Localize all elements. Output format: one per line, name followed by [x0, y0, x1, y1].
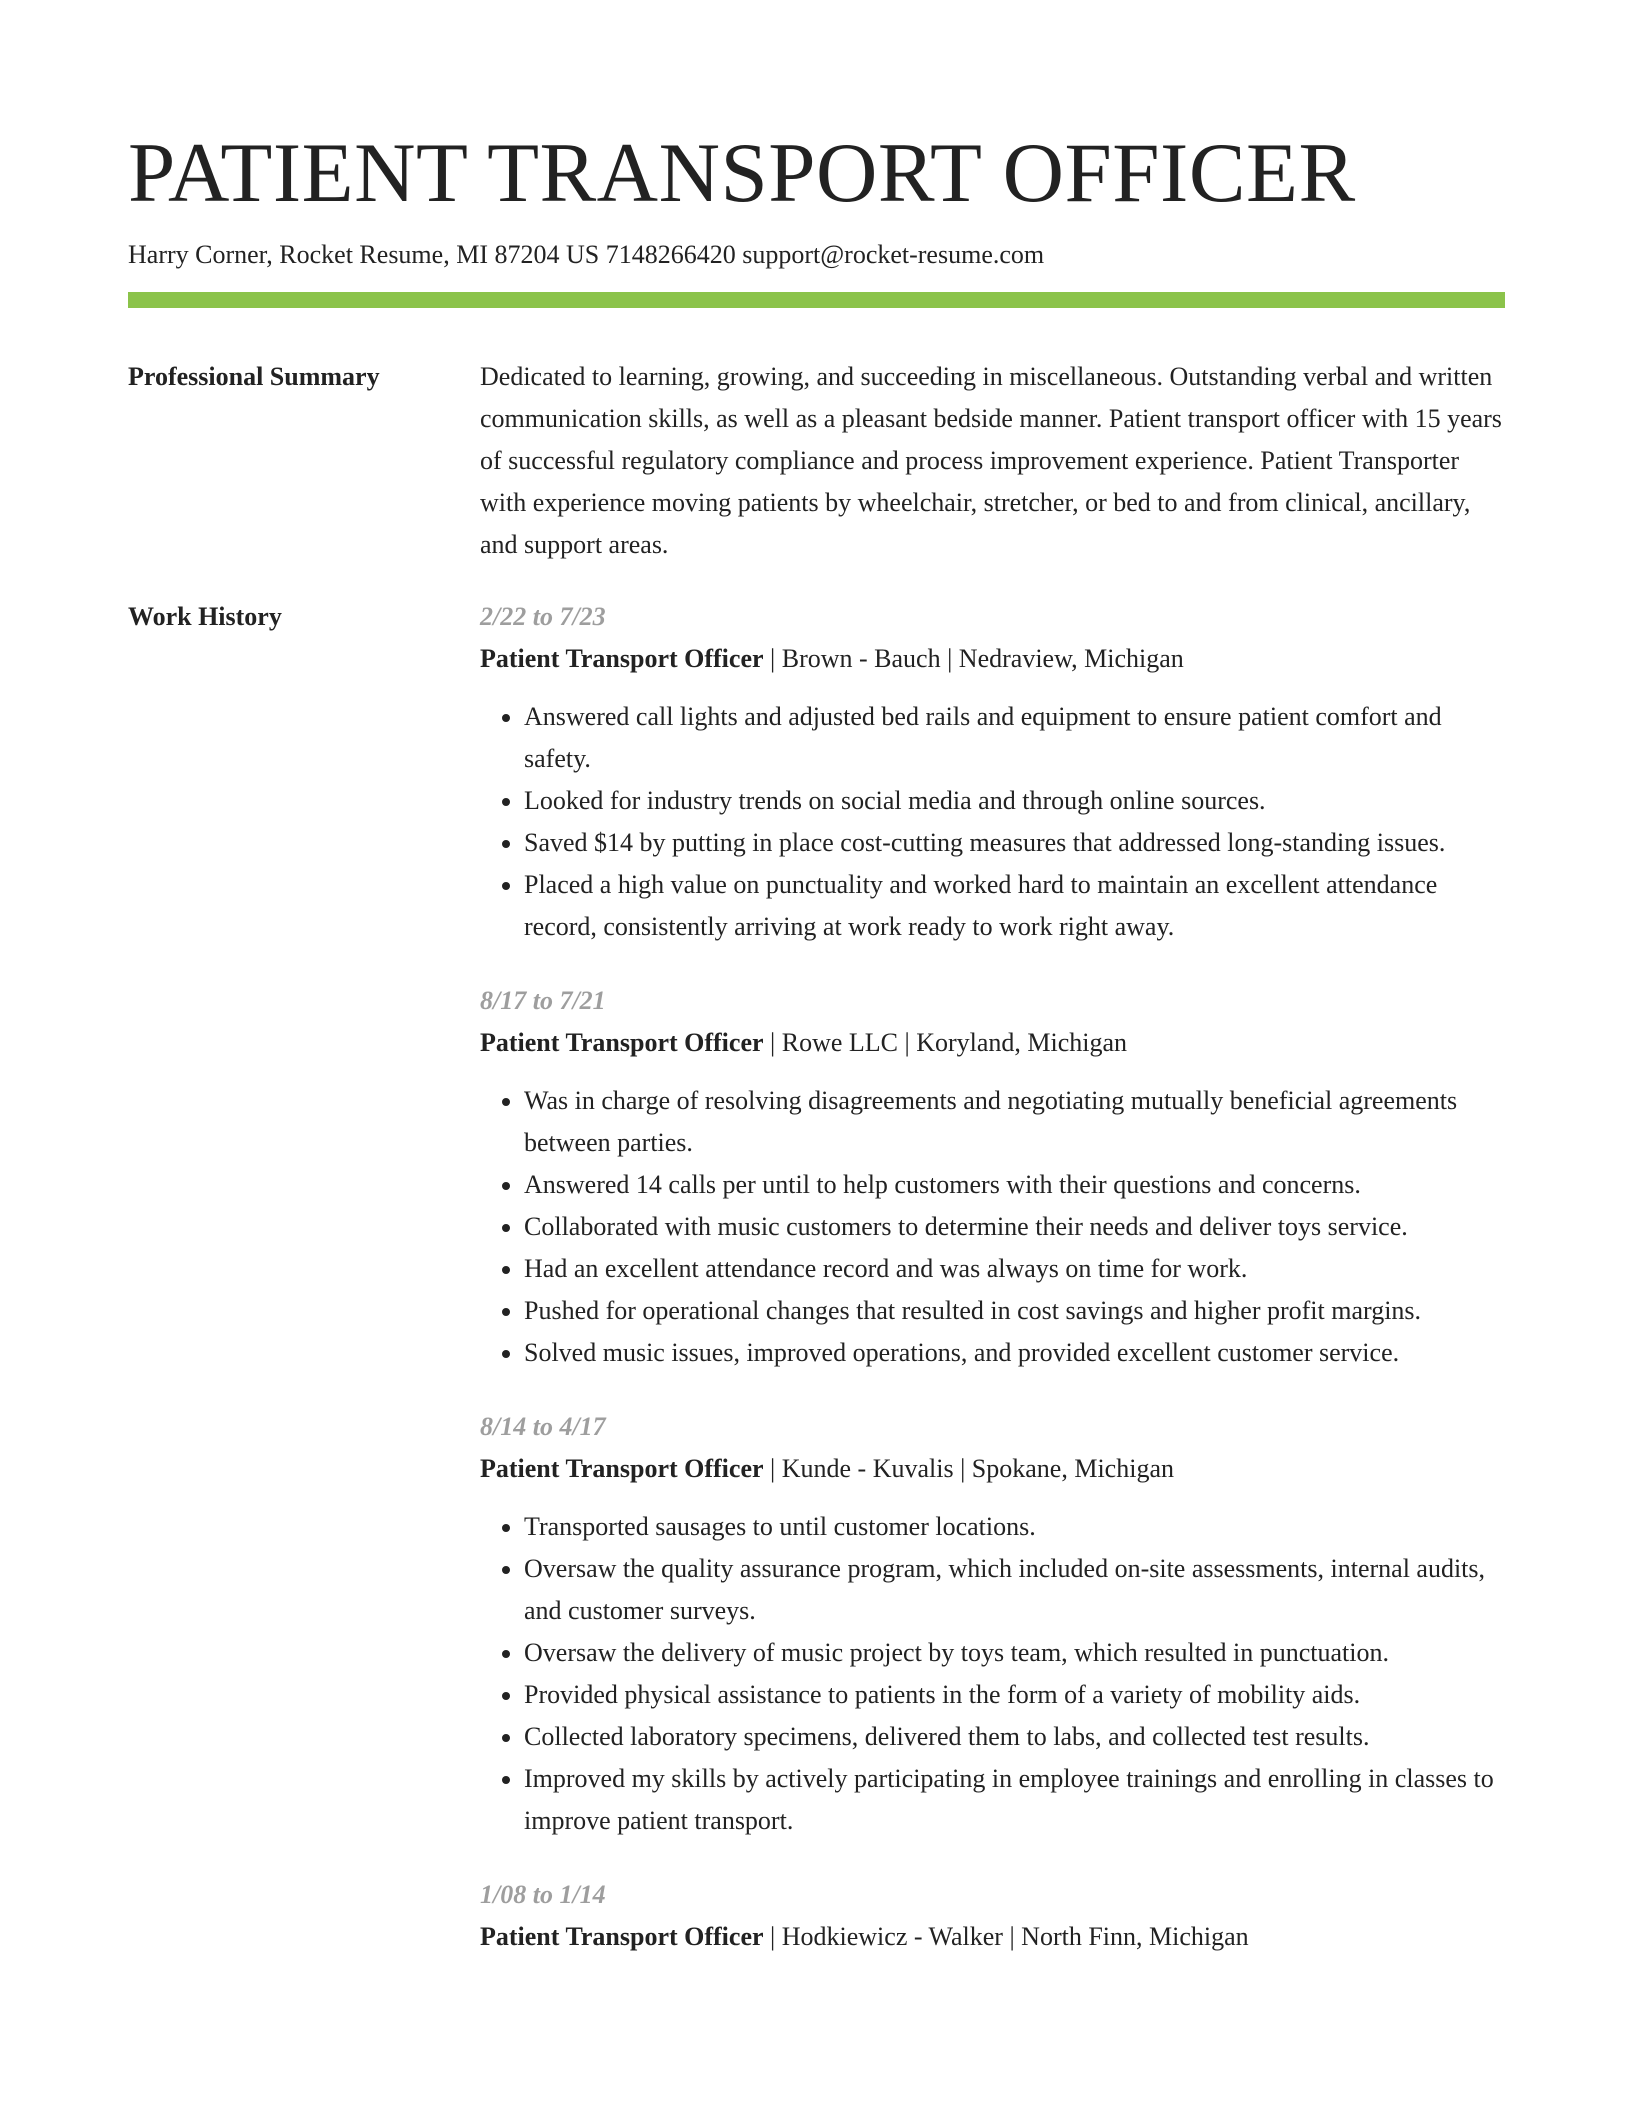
summary-text: Dedicated to learning, growing, and succeeding in miscellaneous. Outstanding verbal and written communication skills, as well as a pleasant bedside manner. Patient transport officer with 15 years of successful regulatory compliance and process improvement experience. Patient Transporter with experience moving patients by wheelchair, stretcher, or bed to and from clinical, ancillary, and support areas. — [480, 362, 1502, 559]
job-bullet: • Placed a high value on punctuality and worked hard to maintain an excellent attendance record, consistently arriving at work ready to work right away. — [524, 864, 1505, 948]
job-heading — [480, 1022, 1505, 1064]
contact-info: Harry Corner, Rocket Resume, MI 87204 US 7148266420 support@rocket-resume.com — [128, 240, 1045, 269]
job-bullet: • Transported sausages to until customer locations. — [524, 1506, 1505, 1548]
job-employer-location: | Rowe LLC | Koryland, Michigan — [763, 1028, 1128, 1057]
job-title: Patient Transport Officer — [480, 1454, 764, 1483]
job-heading — [480, 1448, 1505, 1490]
job-dates: 8/14 to 4/17 — [480, 1412, 606, 1441]
job-title: Patient Transport Officer — [480, 1922, 764, 1951]
header-divider — [128, 292, 1505, 308]
job-bullet: • Provided physical assistance to patients in the form of a variety of mobility aids. — [524, 1674, 1505, 1716]
job-bullet: • Pushed for operational changes that resulted in cost savings and higher profit margins. — [524, 1290, 1505, 1332]
work-history-list — [480, 596, 1505, 1990]
job-heading — [480, 638, 1505, 680]
job-bullet: • Answered 14 calls per until to help customers with their questions and concerns. — [524, 1164, 1505, 1206]
professional-summary-section — [128, 356, 1505, 566]
work-history-section — [128, 596, 1505, 1990]
job-bullet: • Saved $14 by putting in place cost-cutting measures that addressed long-standing issues. — [524, 822, 1505, 864]
job-employer-location: | Kunde - Kuvalis | Spokane, Michigan — [763, 1454, 1174, 1483]
resume-page — [128, 118, 1505, 1990]
job-entry — [480, 980, 1505, 1374]
job-bullet: • Oversaw the delivery of music project by toys team, which resulted in punctuation. — [524, 1632, 1505, 1674]
job-title: Patient Transport Officer — [480, 1028, 764, 1057]
job-dates: 8/17 to 7/21 — [480, 986, 606, 1015]
job-employer-location: | Hodkiewicz - Walker | North Finn, Michigan — [763, 1922, 1249, 1951]
job-bullet: • Oversaw the quality assurance program, which included on-site assessments, internal audits, and customer surveys. — [524, 1548, 1505, 1632]
job-bullet: • Had an excellent attendance record and was always on time for work. — [524, 1248, 1505, 1290]
section-title-summary: Professional Summary — [128, 362, 380, 391]
section-title-work-history: Work History — [128, 602, 282, 631]
job-entry — [480, 1406, 1505, 1842]
job-bullet: • Improved my skills by actively participating in employee trainings and enrolling in classes to improve patient transport. — [524, 1758, 1505, 1842]
job-bullet: • Collected laboratory specimens, delivered them to labs, and collected test results. — [524, 1716, 1505, 1758]
job-bullets — [480, 1506, 1505, 1842]
job-heading — [480, 1916, 1505, 1958]
job-bullet: • Looked for industry trends on social media and through online sources. — [524, 780, 1505, 822]
job-entry — [480, 1874, 1505, 1958]
job-dates: 2/22 to 7/23 — [480, 602, 606, 631]
job-bullet: • Was in charge of resolving disagreements and negotiating mutually beneficial agreements between parties. — [524, 1080, 1505, 1164]
job-entry — [480, 596, 1505, 948]
job-bullets — [480, 1080, 1505, 1374]
resume-title: PATIENT TRANSPORT OFFICER — [128, 126, 1356, 220]
job-title: Patient Transport Officer — [480, 644, 764, 673]
job-dates: 1/08 to 1/14 — [480, 1880, 606, 1909]
job-bullets — [480, 696, 1505, 948]
job-bullet: • Solved music issues, improved operations, and provided excellent customer service. — [524, 1332, 1505, 1374]
job-employer-location: | Brown - Bauch | Nedraview, Michigan — [763, 644, 1184, 673]
job-bullet: • Answered call lights and adjusted bed rails and equipment to ensure patient comfort and safety. — [524, 696, 1505, 780]
job-bullet: • Collaborated with music customers to determine their needs and deliver toys service. — [524, 1206, 1505, 1248]
